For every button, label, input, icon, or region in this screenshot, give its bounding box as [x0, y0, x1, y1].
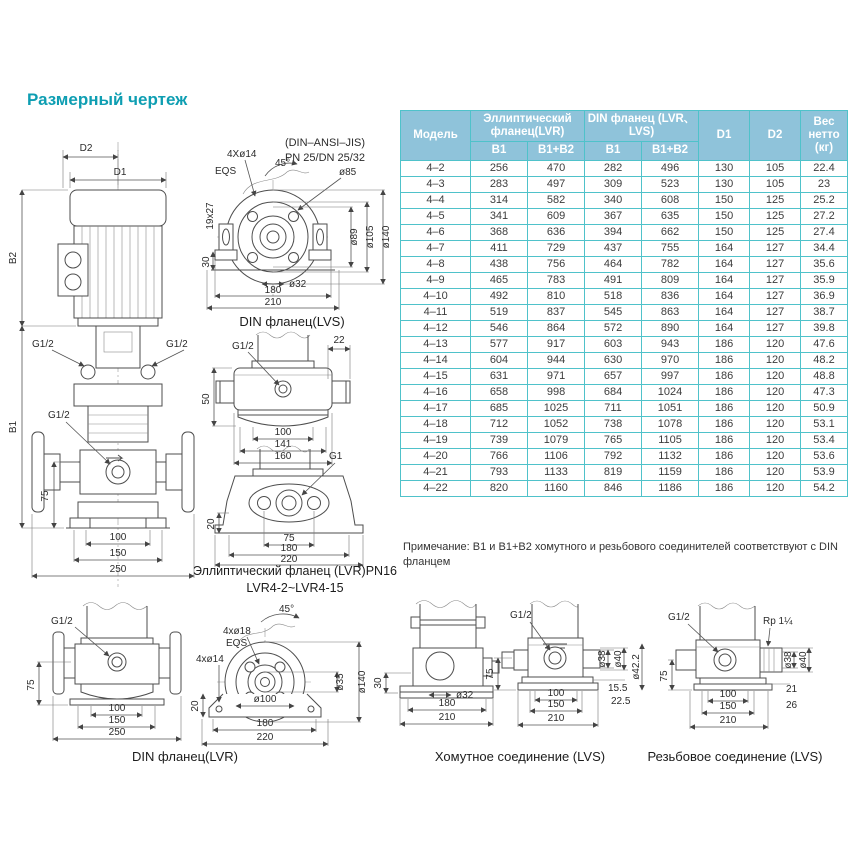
value-cell: 125	[750, 192, 801, 208]
header-b1: B1	[585, 142, 642, 160]
value-cell: 164	[699, 320, 750, 336]
dim-label-d38: ø38	[597, 650, 608, 668]
model-cell: 4–19	[401, 432, 471, 448]
value-cell: 545	[585, 304, 642, 320]
value-cell: 48.2	[801, 352, 848, 368]
value-cell: 47.3	[801, 384, 848, 400]
rp-thread-label: Rp 1¼	[763, 616, 793, 627]
value-cell: 685	[471, 400, 528, 416]
dim-label-b2: B2	[8, 251, 19, 265]
table-row	[401, 224, 848, 240]
dim-label-b1: B1	[8, 420, 19, 434]
dim-label-225: 22.5	[611, 696, 631, 707]
value-cell: 519	[471, 304, 528, 320]
dim-label-26: 26	[786, 700, 798, 711]
dim-label-100: 100	[274, 427, 292, 438]
model-cell: 4–18	[401, 416, 471, 432]
value-cell: 150	[699, 224, 750, 240]
value-cell: 23	[801, 176, 848, 192]
value-cell: 1025	[528, 400, 585, 416]
dim-label-d2: D2	[79, 143, 93, 154]
din-lvs-caption: DIN фланец(LVS)	[239, 314, 345, 329]
din-lvr-side-drawing	[25, 600, 200, 750]
value-cell: 846	[585, 480, 642, 496]
value-cell: 164	[699, 288, 750, 304]
elliptical-flange-drawing	[205, 445, 375, 563]
dim-label-100: 100	[719, 689, 737, 700]
value-cell: 971	[528, 368, 585, 384]
model-cell: 4–21	[401, 464, 471, 480]
model-cell: 4–13	[401, 336, 471, 352]
value-cell: 164	[699, 304, 750, 320]
table-row	[401, 288, 848, 304]
value-cell: 997	[642, 368, 699, 384]
value-cell: 890	[642, 320, 699, 336]
header-model: Модель	[401, 111, 471, 161]
value-cell: 766	[471, 448, 528, 464]
value-cell: 657	[585, 368, 642, 384]
port-label-g12-right: G1/2	[166, 339, 188, 350]
slot-label: 19x27	[205, 202, 216, 230]
table-row	[401, 400, 848, 416]
value-cell: 631	[471, 368, 528, 384]
value-cell: 186	[699, 448, 750, 464]
table-row	[401, 384, 848, 400]
dim-label-150: 150	[108, 715, 126, 726]
value-cell: 164	[699, 256, 750, 272]
value-cell: 186	[699, 400, 750, 416]
value-cell: 944	[528, 352, 585, 368]
header-din-flange: DIN фланец (LVR、LVS)	[585, 111, 699, 142]
dim-label-75: 75	[485, 668, 496, 680]
value-cell: 127	[750, 256, 801, 272]
value-cell: 186	[699, 416, 750, 432]
value-cell: 340	[585, 192, 642, 208]
value-cell: 283	[471, 176, 528, 192]
dimension-table	[400, 110, 848, 497]
model-cell: 4–4	[401, 192, 471, 208]
value-cell: 186	[699, 480, 750, 496]
d85-label: ø85	[339, 167, 357, 178]
dim-label-30: 30	[201, 256, 212, 268]
dim-label-210: 210	[264, 297, 282, 308]
dim-label-141: 141	[274, 439, 292, 450]
value-cell: 1079	[528, 432, 585, 448]
value-cell: 608	[642, 192, 699, 208]
value-cell: 837	[528, 304, 585, 320]
value-cell: 164	[699, 240, 750, 256]
table-row	[401, 432, 848, 448]
main-pump-drawing	[8, 132, 218, 602]
value-cell: 582	[528, 192, 585, 208]
value-cell: 998	[528, 384, 585, 400]
table-note: Примечание: B1 и B1+B2 хомутного и резьбового соединителей соответствуют с DIN фланцем	[403, 541, 838, 568]
dim-label-75: 75	[659, 670, 670, 682]
bolt14-label: 4xø14	[196, 654, 224, 665]
header-d2: D2	[750, 111, 801, 161]
value-cell: 793	[471, 464, 528, 480]
dim-label-210: 210	[719, 715, 737, 726]
value-cell: 105	[750, 176, 801, 192]
value-cell: 256	[471, 160, 528, 176]
angle-label: 45°	[275, 158, 291, 169]
dim-label-100: 100	[108, 703, 126, 714]
dim-label-d38: ø38	[783, 651, 794, 669]
value-cell: 120	[750, 432, 801, 448]
header-d1: D1	[699, 111, 750, 161]
value-cell: 970	[642, 352, 699, 368]
table-row	[401, 256, 848, 272]
din-lvr-caption: DIN фланец(LVR)	[131, 749, 239, 764]
g12-label: G1/2	[668, 612, 690, 623]
value-cell: 819	[585, 464, 642, 480]
dim-label-155: 15.5	[608, 683, 628, 694]
value-cell: 1132	[642, 448, 699, 464]
clamp-view2-drawing	[485, 598, 665, 766]
value-cell: 186	[699, 384, 750, 400]
din-lvr-top-drawing	[190, 598, 373, 766]
table-row	[401, 192, 848, 208]
table-row	[401, 480, 848, 496]
value-cell: 27.2	[801, 208, 848, 224]
value-cell: 120	[750, 368, 801, 384]
dim-label-150: 150	[547, 699, 565, 710]
model-cell: 4–6	[401, 224, 471, 240]
dim-label-d105: ø105	[365, 225, 376, 249]
value-cell: 25.2	[801, 192, 848, 208]
dim-label-22: 22	[333, 335, 345, 346]
value-cell: 491	[585, 272, 642, 288]
header-weight: Вес нетто (кг)	[801, 111, 848, 161]
value-cell: 603	[585, 336, 642, 352]
value-cell: 1186	[642, 480, 699, 496]
model-cell: 4–14	[401, 352, 471, 368]
eqs-label: EQS	[215, 166, 237, 177]
pump-outline	[32, 142, 194, 587]
value-cell: 523	[642, 176, 699, 192]
value-cell: 120	[750, 384, 801, 400]
value-cell: 437	[585, 240, 642, 256]
value-cell: 438	[471, 256, 528, 272]
value-cell: 739	[471, 432, 528, 448]
value-cell: 53.9	[801, 464, 848, 480]
value-cell: 47.6	[801, 336, 848, 352]
dim-label-d1: D1	[113, 167, 127, 178]
value-cell: 783	[528, 272, 585, 288]
value-cell: 39.8	[801, 320, 848, 336]
model-cell: 4–12	[401, 320, 471, 336]
dim-label-210: 210	[438, 712, 456, 723]
value-cell: 127	[750, 320, 801, 336]
value-cell: 658	[471, 384, 528, 400]
table-row	[401, 336, 848, 352]
dim-label-d89: ø89	[349, 228, 360, 246]
value-cell: 120	[750, 352, 801, 368]
value-cell: 186	[699, 432, 750, 448]
value-cell: 341	[471, 208, 528, 224]
value-cell: 1024	[642, 384, 699, 400]
value-cell: 54.2	[801, 480, 848, 496]
value-cell: 492	[471, 288, 528, 304]
value-cell: 411	[471, 240, 528, 256]
value-cell: 662	[642, 224, 699, 240]
value-cell: 394	[585, 224, 642, 240]
angle-label: 45°	[279, 604, 295, 615]
dim-label-d32: ø32	[456, 690, 474, 701]
dim-label-20: 20	[206, 518, 217, 530]
value-cell: 120	[750, 480, 801, 496]
value-cell: 464	[585, 256, 642, 272]
header-elliptical-flange: Эллиптический фланец(LVR)	[471, 111, 585, 142]
table-row	[401, 304, 848, 320]
value-cell: 684	[585, 384, 642, 400]
value-cell: 1133	[528, 464, 585, 480]
value-cell: 127	[750, 304, 801, 320]
value-cell: 53.1	[801, 416, 848, 432]
model-cell: 4–17	[401, 400, 471, 416]
value-cell: 368	[471, 224, 528, 240]
eqs-label: EQS	[226, 638, 248, 649]
model-cell: 4–5	[401, 208, 471, 224]
value-cell: 186	[699, 368, 750, 384]
g12-label: G1/2	[510, 610, 532, 621]
value-cell: 186	[699, 352, 750, 368]
value-cell: 546	[471, 320, 528, 336]
value-cell: 130	[699, 160, 750, 176]
clamp1-outline	[400, 601, 499, 699]
value-cell: 864	[528, 320, 585, 336]
value-cell: 34.4	[801, 240, 848, 256]
value-cell: 186	[699, 464, 750, 480]
table-row	[401, 320, 848, 336]
table-row	[401, 240, 848, 256]
dim-label-d32: ø32	[289, 279, 307, 290]
dim-label-210: 210	[547, 713, 565, 724]
value-cell: 518	[585, 288, 642, 304]
dim-label-250: 250	[108, 727, 126, 738]
port-label-g12-left: G1/2	[32, 339, 54, 350]
table-row	[401, 352, 848, 368]
value-cell: 577	[471, 336, 528, 352]
value-cell: 50.9	[801, 400, 848, 416]
model-cell: 4–8	[401, 256, 471, 272]
value-cell: 809	[642, 272, 699, 288]
value-cell: 572	[585, 320, 642, 336]
value-cell: 630	[585, 352, 642, 368]
value-cell: 765	[585, 432, 642, 448]
value-cell: 604	[471, 352, 528, 368]
value-cell: 309	[585, 176, 642, 192]
value-cell: 496	[642, 160, 699, 176]
value-cell: 150	[699, 208, 750, 224]
bolt-holes-label: 4Xø14	[227, 149, 257, 160]
model-cell: 4–2	[401, 160, 471, 176]
value-cell: 497	[528, 176, 585, 192]
value-cell: 186	[699, 336, 750, 352]
value-cell: 609	[528, 208, 585, 224]
model-cell: 4–20	[401, 448, 471, 464]
value-cell: 470	[528, 160, 585, 176]
value-cell: 164	[699, 272, 750, 288]
dim-label-d140: ø140	[381, 225, 392, 249]
model-cell: 4–16	[401, 384, 471, 400]
dim-label-75: 75	[283, 533, 295, 544]
value-cell: 120	[750, 464, 801, 480]
dim-label-180: 180	[438, 698, 456, 709]
value-cell: 27.4	[801, 224, 848, 240]
value-cell: 367	[585, 208, 642, 224]
dim-label-d40: ø40	[613, 650, 624, 668]
model-cell: 4–9	[401, 272, 471, 288]
clamp-view1-drawing	[373, 598, 508, 766]
value-cell: 711	[585, 400, 642, 416]
table-body	[401, 160, 848, 496]
value-cell: 127	[750, 288, 801, 304]
value-cell: 810	[528, 288, 585, 304]
value-cell: 792	[585, 448, 642, 464]
value-cell: 53.4	[801, 432, 848, 448]
table-row	[401, 368, 848, 384]
value-cell: 105	[750, 160, 801, 176]
dim-label-d140: ø140	[357, 670, 368, 694]
value-cell: 150	[699, 192, 750, 208]
g12-label: G1/2	[232, 341, 254, 352]
threaded-caption: Резьбовое соединение (LVS)	[647, 749, 823, 764]
value-cell: 1078	[642, 416, 699, 432]
value-cell: 314	[471, 192, 528, 208]
value-cell: 120	[750, 336, 801, 352]
dim-label-d100: ø100	[253, 694, 277, 705]
value-cell: 120	[750, 448, 801, 464]
value-cell: 48.8	[801, 368, 848, 384]
dim-label-150: 150	[109, 548, 127, 559]
value-cell: 729	[528, 240, 585, 256]
dim-label-100: 100	[547, 688, 565, 699]
value-cell: 1160	[528, 480, 585, 496]
value-cell: 465	[471, 272, 528, 288]
dim-label-180: 180	[280, 543, 298, 554]
elliptical-caption-line2: LVR4-2~LVR4-15	[246, 581, 344, 595]
flange-pn-label: PN 25/DN 25/32	[284, 152, 366, 164]
value-cell: 22.4	[801, 160, 848, 176]
dim-label-d40: ø40	[798, 651, 809, 669]
dim-label-d422: ø42.2	[631, 654, 642, 680]
header-b1b2: B1+B2	[528, 142, 585, 160]
model-cell: 4–3	[401, 176, 471, 192]
value-cell: 1051	[642, 400, 699, 416]
port-label-g12-drain: G1/2	[48, 410, 70, 421]
value-cell: 35.6	[801, 256, 848, 272]
dim-label-160: 160	[274, 451, 292, 462]
value-cell: 635	[642, 208, 699, 224]
threaded-view-drawing	[660, 598, 850, 766]
table-row	[401, 208, 848, 224]
dim-label-220: 220	[256, 732, 274, 743]
dim-label-250: 250	[109, 564, 127, 575]
value-cell: 120	[750, 416, 801, 432]
model-cell: 4–10	[401, 288, 471, 304]
dim-label-75: 75	[40, 490, 51, 502]
value-cell: 1159	[642, 464, 699, 480]
dim-label-50: 50	[201, 393, 212, 405]
value-cell: 820	[471, 480, 528, 496]
model-cell: 4–15	[401, 368, 471, 384]
table-row	[401, 272, 848, 288]
header-b1: B1	[471, 142, 528, 160]
model-cell: 4–7	[401, 240, 471, 256]
g1-label: G1	[329, 451, 343, 462]
table-header	[401, 111, 848, 161]
value-cell: 38.7	[801, 304, 848, 320]
value-cell: 125	[750, 208, 801, 224]
value-cell: 756	[528, 256, 585, 272]
model-cell: 4–11	[401, 304, 471, 320]
value-cell: 755	[642, 240, 699, 256]
table-row	[401, 160, 848, 176]
table-row	[401, 448, 848, 464]
value-cell: 127	[750, 272, 801, 288]
value-cell: 836	[642, 288, 699, 304]
dim-label-21: 21	[786, 684, 798, 695]
header-b1b2: B1+B2	[642, 142, 699, 160]
dim-label-180: 180	[256, 718, 274, 729]
value-cell: 127	[750, 240, 801, 256]
table-row	[401, 176, 848, 192]
elliptical-caption-line1: Эллиптический фланец (LVR)PN16	[193, 564, 397, 578]
value-cell: 36.9	[801, 288, 848, 304]
table-row	[401, 464, 848, 480]
dim-label-d35: ø35	[335, 673, 346, 691]
value-cell: 1052	[528, 416, 585, 432]
value-cell: 1106	[528, 448, 585, 464]
value-cell: 53.6	[801, 448, 848, 464]
value-cell: 1105	[642, 432, 699, 448]
bolt18-label: 4xø18	[223, 626, 251, 637]
flange-outline	[211, 170, 335, 296]
dim-label-75: 75	[26, 679, 37, 691]
value-cell: 636	[528, 224, 585, 240]
value-cell: 917	[528, 336, 585, 352]
value-cell: 863	[642, 304, 699, 320]
value-cell: 712	[471, 416, 528, 432]
g12-label: G1/2	[51, 616, 73, 627]
dim-label-100: 100	[109, 532, 127, 543]
top-flange-drawing	[201, 132, 395, 312]
flange-standard-label: (DIN–ANSI–JIS)	[284, 137, 366, 149]
value-cell: 738	[585, 416, 642, 432]
model-cell: 4–22	[401, 480, 471, 496]
page-title: Размерный чертеж	[27, 90, 188, 109]
table-row	[401, 416, 848, 432]
value-cell: 125	[750, 224, 801, 240]
dim-label-220: 220	[280, 554, 298, 565]
dim-label-180: 180	[264, 285, 282, 296]
value-cell: 943	[642, 336, 699, 352]
dim-label-20: 20	[190, 700, 201, 712]
value-cell: 282	[585, 160, 642, 176]
clamp-caption: Хомутное соединение (LVS)	[434, 749, 606, 764]
dim-label-30: 30	[373, 677, 384, 689]
value-cell: 120	[750, 400, 801, 416]
value-cell: 35.9	[801, 272, 848, 288]
dim-label-150: 150	[719, 701, 737, 712]
value-cell: 782	[642, 256, 699, 272]
value-cell: 130	[699, 176, 750, 192]
